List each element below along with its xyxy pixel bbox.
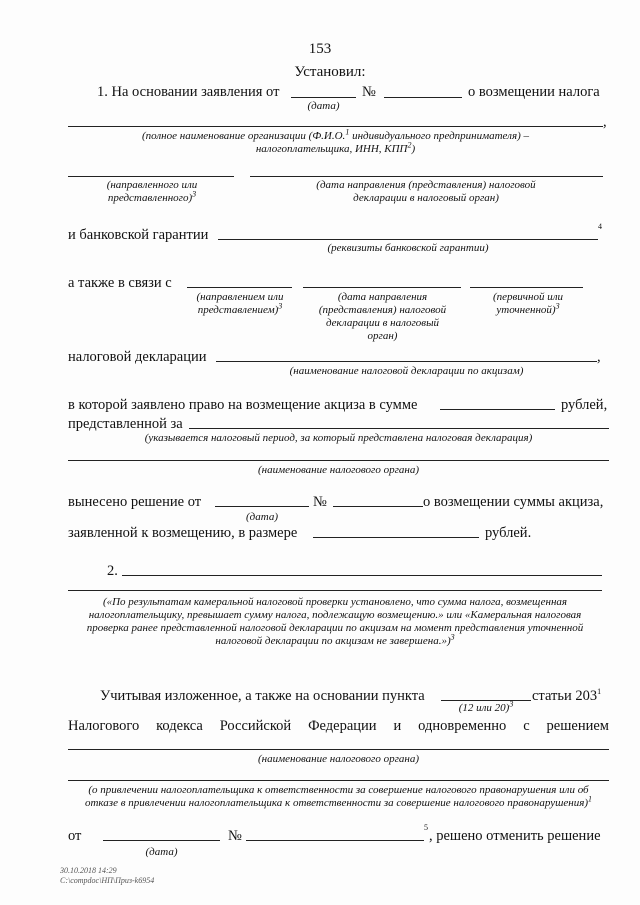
- also-type-caption: (первичной или уточненной)$^3$: [492, 291, 564, 316]
- amount-field[interactable]: [313, 537, 479, 538]
- p2-field-2[interactable]: [68, 590, 602, 591]
- decision-label: вынесено решение от: [68, 494, 202, 510]
- decision-number-field[interactable]: [333, 506, 423, 507]
- authority2-caption: (наименование налогового органа): [257, 753, 420, 765]
- decision-no-sign: №: [313, 494, 327, 510]
- organization-field[interactable]: [68, 126, 603, 127]
- from-number-field[interactable]: [246, 840, 424, 841]
- declaration-field[interactable]: [216, 361, 597, 362]
- sent-date-caption: (дата направления (представления) налоговой декларации в налоговый орган): [316, 179, 536, 204]
- also-method-caption: (направлением или представлением)$^3$: [196, 291, 284, 316]
- period-field[interactable]: [189, 428, 609, 429]
- declaration-comma: ,: [597, 349, 601, 365]
- declaration-label: налоговой декларации: [68, 349, 207, 365]
- authority-caption: (наименование налогового органа): [257, 464, 420, 476]
- claimed-rub: рублей,: [561, 397, 608, 413]
- liability-field[interactable]: [68, 780, 609, 781]
- article-label: статьи $203^1$: [532, 687, 602, 704]
- p2-number: 2.: [107, 563, 118, 579]
- also-type-field[interactable]: [470, 287, 583, 288]
- application-date-field[interactable]: [291, 97, 356, 98]
- also-date-caption: (дата направления (представления) налоговой декларации в налоговый орган): [318, 291, 447, 342]
- page-number: 153: [308, 41, 332, 57]
- print-stamp-line1: 30.10.2018 14:29: [60, 866, 117, 875]
- p2-caption: («По результатам камеральной налоговой проверки установлено, что сумма налога, возмещенная налогоплательщику, превышает сумму налога, подлежащую возмещению.» или «Камеральная налоговая проверка ранее представленной налоговой декларации по акцизам на момент представления уточненной налоговой декларации по акцизам не завершена.»)$^3$: [86, 596, 584, 647]
- guarantee-footnote: 4: [598, 222, 602, 231]
- amount-label: заявленной к возмещению, в размере: [68, 525, 298, 541]
- liability-caption: (о привлечении налогоплательщика к ответственности за совершение налогового правонарушения или об отказе в привлечении налогоплательщика к ответственности за совершение налогового правонарушения)$^1$: [84, 784, 593, 809]
- guarantee-label: и банковской гарантии: [68, 227, 209, 243]
- amount-rub: рублей.: [485, 525, 532, 541]
- declaration-caption: (наименование налоговой декларации по акцизам): [289, 365, 524, 377]
- point-caption: (12 или 20)$^3$: [458, 699, 514, 714]
- authority-field[interactable]: [68, 460, 609, 461]
- point-field[interactable]: [441, 700, 531, 701]
- authority2-field[interactable]: [68, 749, 609, 750]
- from-no-sign: №: [228, 828, 242, 844]
- from-date-field[interactable]: [103, 840, 220, 841]
- decision-date-field[interactable]: [215, 506, 309, 507]
- p2-field-1[interactable]: [122, 575, 602, 576]
- application-no-sign: №: [362, 84, 376, 100]
- considering-label: Учитывая изложенное, а также на основании пункта: [100, 688, 425, 704]
- p1-intro: 1. На основании заявления от: [97, 84, 280, 100]
- also-label: а также в связи с: [68, 275, 172, 291]
- from-date-caption: (дата): [145, 846, 178, 858]
- sent-method-field[interactable]: [68, 176, 234, 177]
- code-line: Налогового кодекса Российской Федерации и одновременно с решением: [68, 718, 609, 734]
- claimed-label: в которой заявлено право на возмещение акциза в сумме: [68, 397, 418, 413]
- org-comma: ,: [603, 114, 607, 130]
- decision-tail: о возмещении суммы акциза,: [423, 494, 604, 510]
- print-stamp-line2: С:\compdoc\НП\Приз-k6954: [60, 876, 155, 885]
- claimed-amount-field[interactable]: [440, 409, 555, 410]
- period-caption: (указывается налоговый период, за который представлена налоговая декларация): [144, 432, 533, 444]
- application-date-caption: (дата): [307, 100, 340, 112]
- guarantee-caption: (реквизиты банковской гарантии): [327, 242, 489, 254]
- period-label: представленной за: [68, 416, 183, 432]
- p1-tail: о возмещении налога: [468, 84, 600, 100]
- also-method-field[interactable]: [187, 287, 292, 288]
- sent-method-caption: (направленного или представленного)$^3$: [106, 179, 198, 204]
- sent-date-field[interactable]: [250, 176, 603, 177]
- also-date-field[interactable]: [303, 287, 461, 288]
- from-label: от: [68, 828, 82, 844]
- application-number-field[interactable]: [384, 97, 462, 98]
- guarantee-field[interactable]: [218, 239, 598, 240]
- from-tail: , решено отменить решение: [429, 828, 601, 844]
- section-heading: Установил:: [294, 64, 366, 80]
- organization-caption: (полное наименование организации (Ф.И.О.$^1$ индивидуального предпринимателя) – налогоплательщика, ИНН, КПП$^2$): [141, 127, 529, 155]
- from-footnote: 5: [424, 823, 428, 832]
- decision-date-caption: (дата): [246, 511, 278, 523]
